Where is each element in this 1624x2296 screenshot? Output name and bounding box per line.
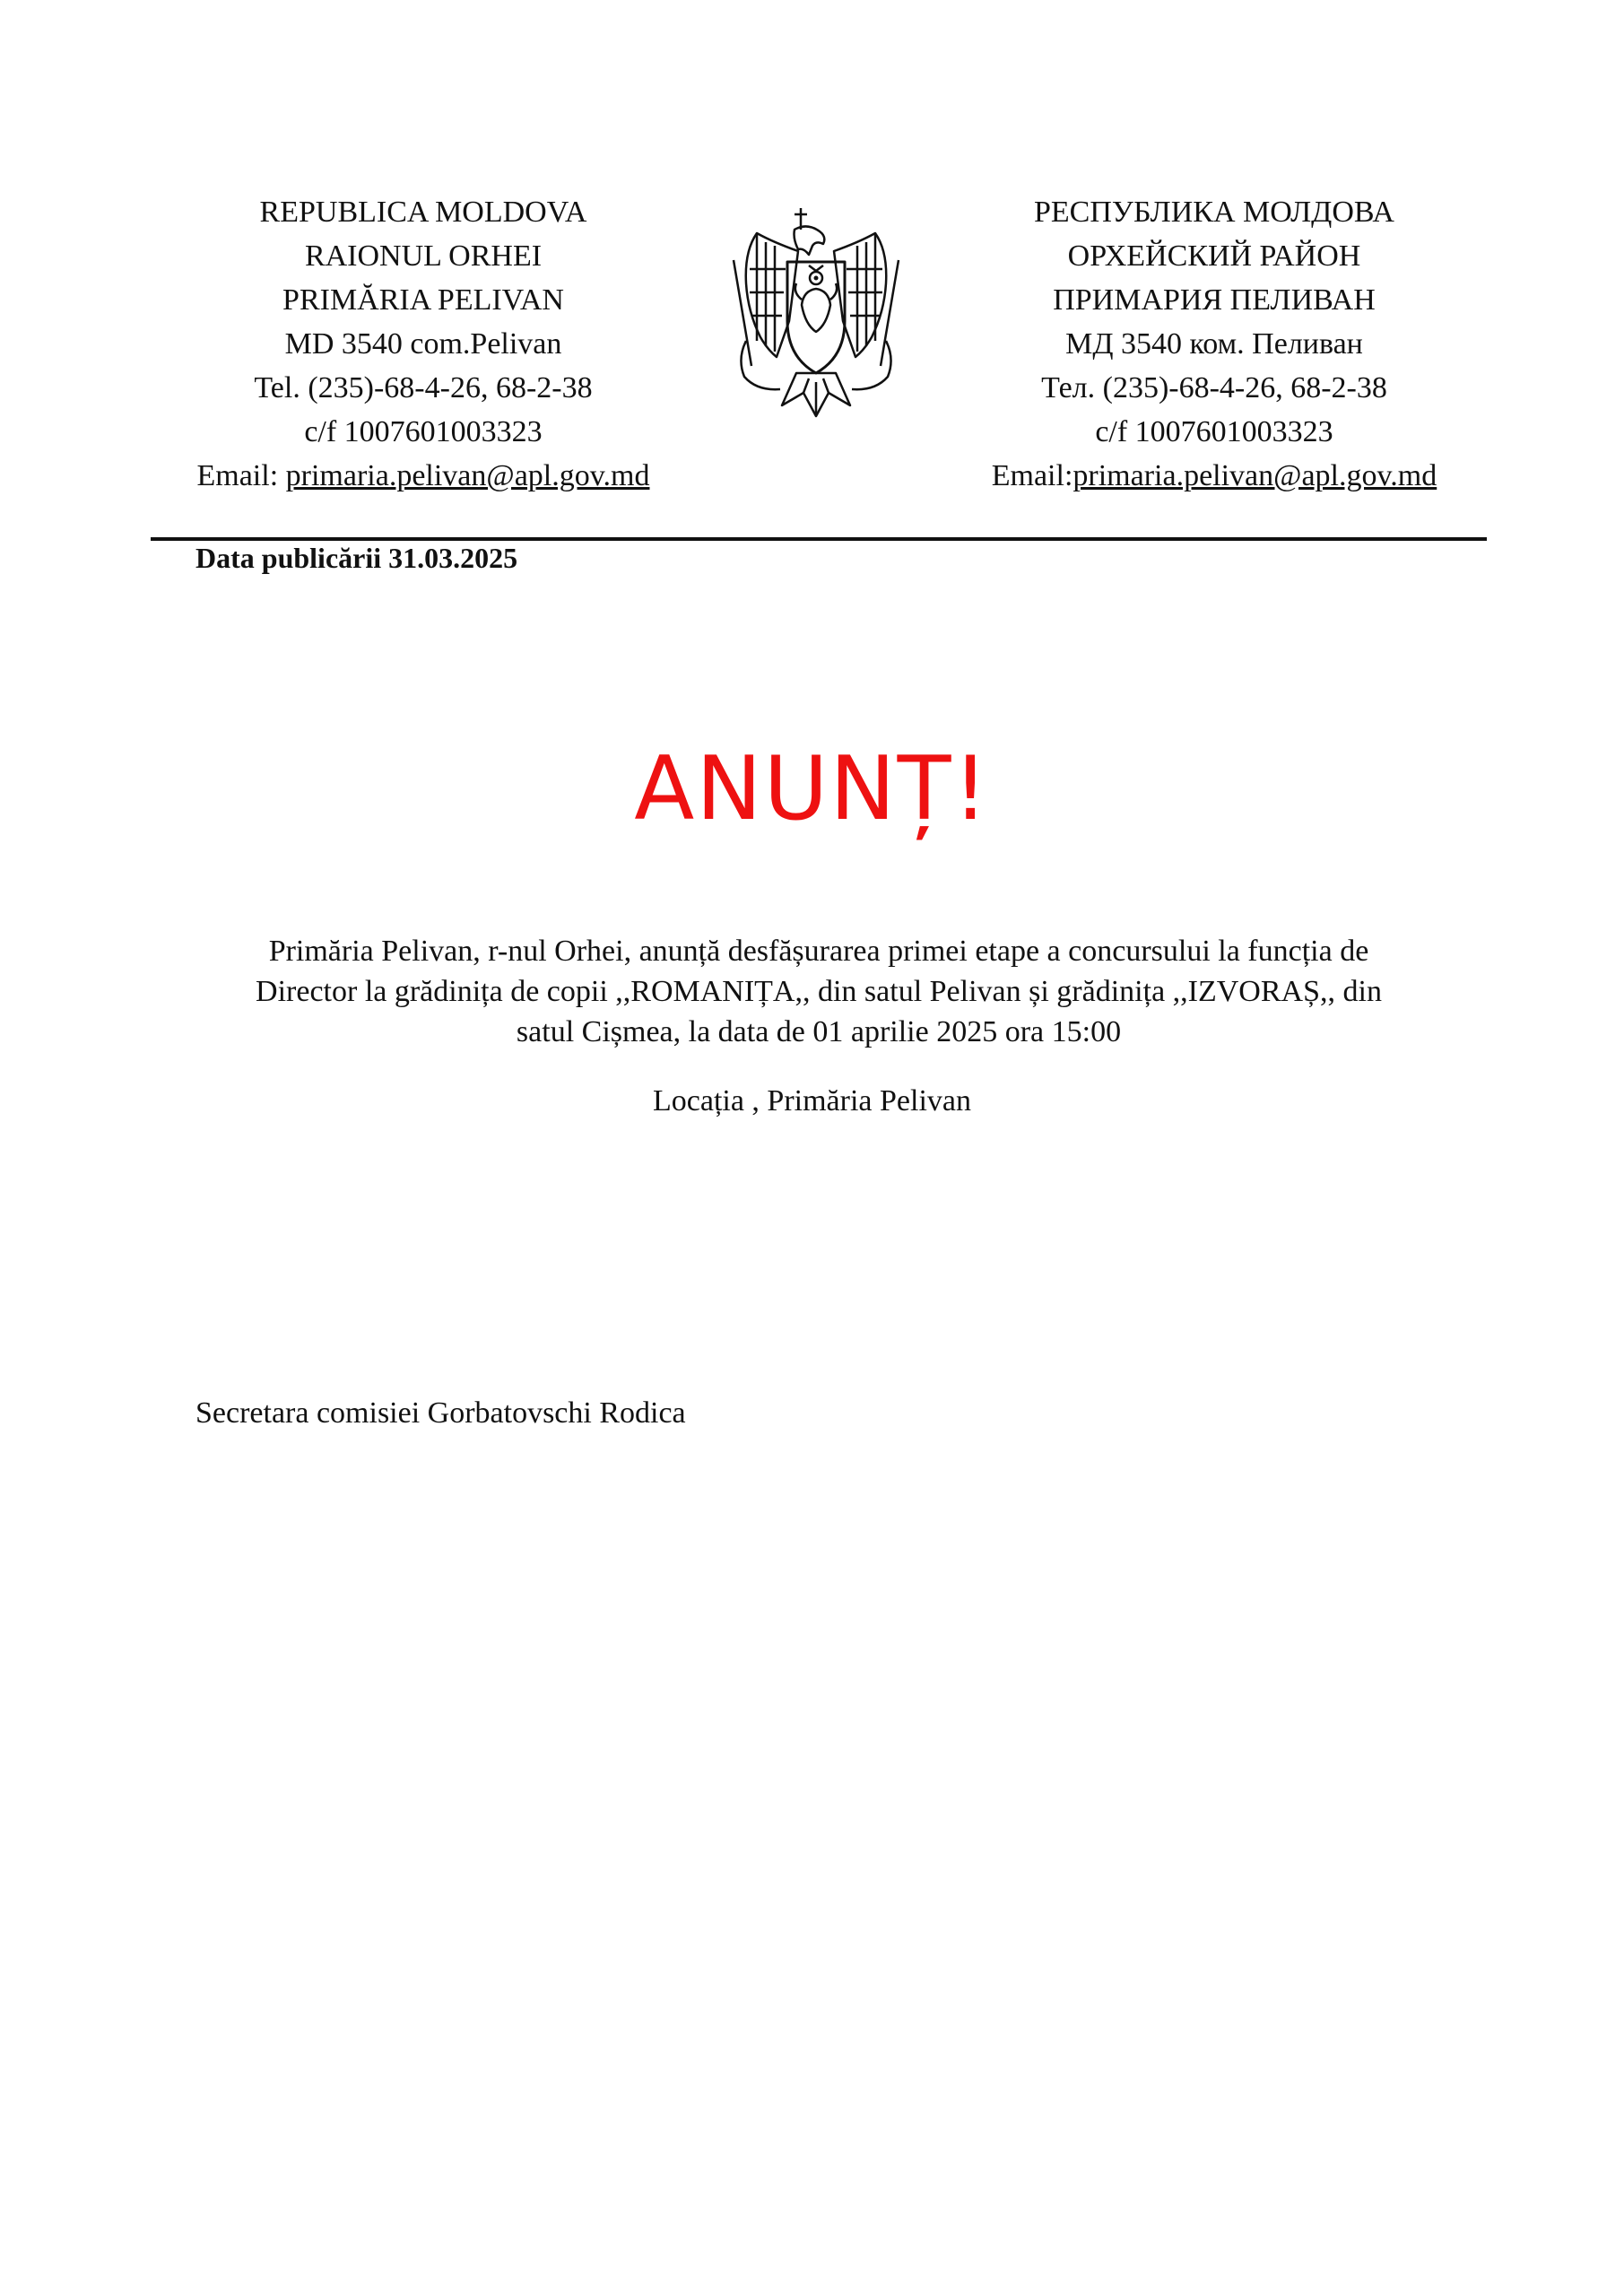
announcement-title: ANUNȚ! — [634, 738, 990, 840]
header-right-email-link[interactable]: primaria.pelivan@apl.gov.md — [1073, 459, 1437, 492]
header-left-phone: Tel. (235)-68-4-26, 68-2-38 — [254, 371, 593, 404]
header-right-country: РЕСПУБЛИКА МОЛДОВА — [1034, 196, 1394, 229]
announcement-location: Locația , Primăria Pelivan — [653, 1084, 971, 1118]
header-left-office: PRIMĂRIA PELIVAN — [282, 283, 564, 317]
announcement-body-line-1: Primăria Pelivan, r-nul Orhei, anunță desfășurarea primei etape a concursului la funcția de — [268, 935, 1369, 968]
header-left-fiscal-code: c/f 1007601003323 — [304, 415, 543, 448]
header-right-office: ПРИМАРИЯ ПЕЛИВАН — [1053, 283, 1376, 317]
header-left-block — [118, 190, 728, 498]
header-right-district: ОРХЕЙСКИЙ РАЙОН — [1067, 239, 1361, 273]
header-left-email-label: Email: — [196, 459, 286, 492]
header-right-email-label: Email: — [991, 459, 1073, 492]
header-divider — [151, 537, 1487, 541]
header-right-fiscal-code: c/f 1007601003323 — [1095, 415, 1333, 448]
announcement-body-line-2: Director la grădinița de copii ,,ROMANIȚA,, din satul Pelivan și grădinița ,,IZVORAȘ,, din — [256, 975, 1382, 1008]
publication-date: Data publicării 31.03.2025 — [195, 542, 518, 574]
header-left-district: RAIONUL ORHEI — [304, 239, 543, 273]
coat-of-arms-icon — [726, 206, 906, 418]
announcement-body-line-3: satul Cișmea, la data de 01 aprilie 2025 ora 15:00 — [516, 1015, 1122, 1048]
header-right-email-row — [909, 454, 1519, 498]
announcement-body — [151, 931, 1487, 1052]
header-right-block — [909, 190, 1519, 498]
header-right-phone: Тел. (235)-68-4-26, 68-2-38 — [1041, 371, 1387, 404]
header-left-email-link[interactable]: primaria.pelivan@apl.gov.md — [285, 459, 650, 492]
header-left-country: REPUBLICA MOLDOVA — [259, 196, 587, 229]
header-right-address: МД 3540 ком. Пеливан — [1065, 327, 1363, 361]
header-left-email-row — [118, 454, 728, 498]
signature-line: Secretara comisiei Gorbatovschi Rodica — [195, 1396, 686, 1430]
header-left-address: MD 3540 com.Pelivan — [284, 327, 562, 361]
